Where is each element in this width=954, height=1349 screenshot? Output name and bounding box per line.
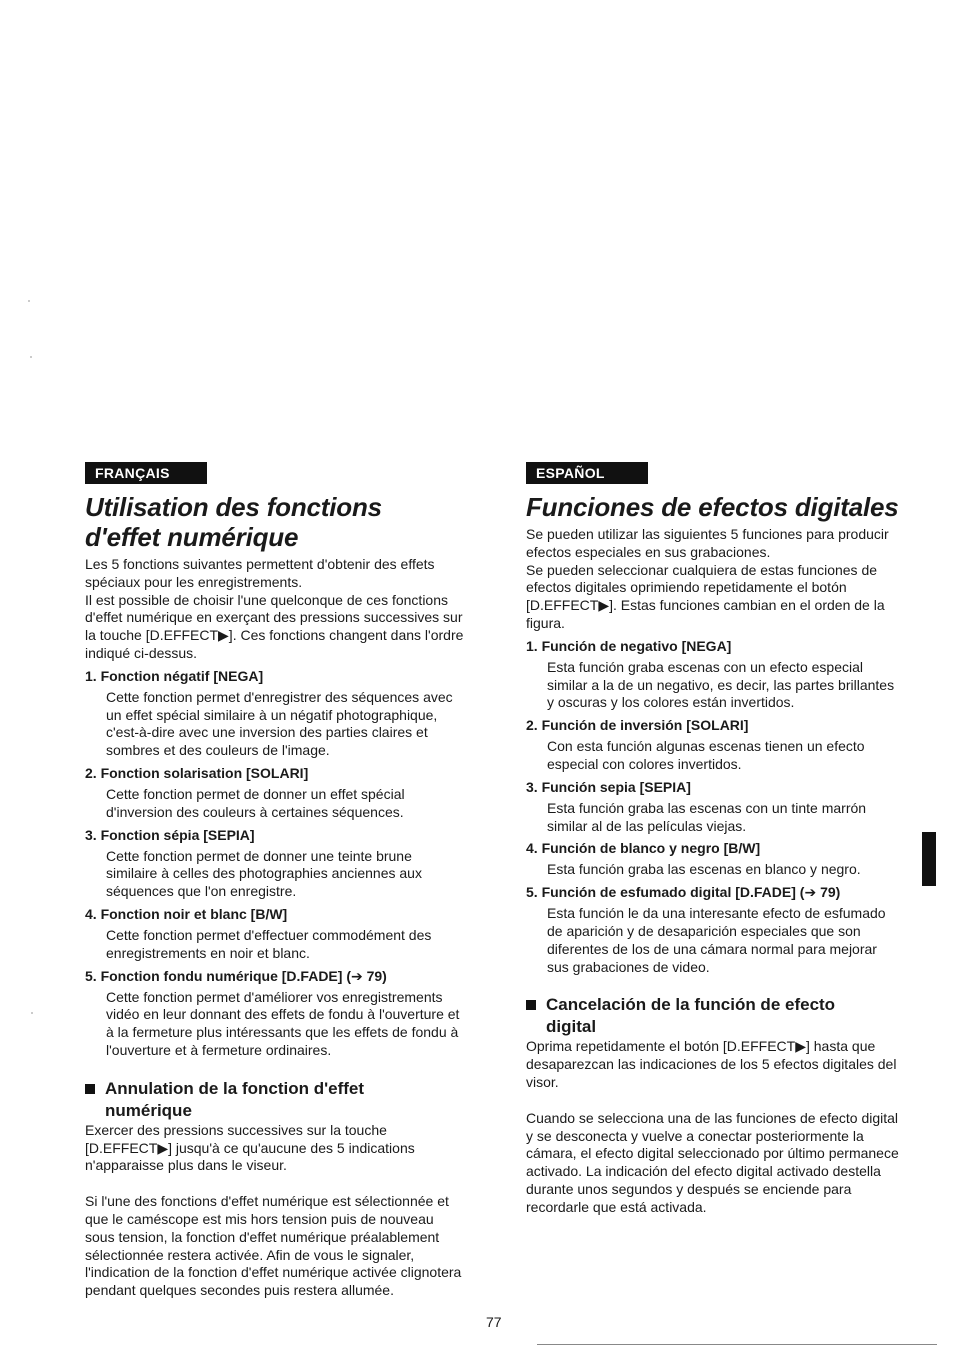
title-line-2: d'effet numérique <box>85 522 299 552</box>
cancel-paragraph-spanish: Oprima repetidamente el botón [D.EFFECT▶] hasta que desaparezcan las indicaciones de los 5 efectos digitales del visor. <box>526 1038 897 1090</box>
bullet-square-icon <box>85 1084 95 1094</box>
section-thumb-tab <box>922 832 936 886</box>
cancel-heading-line-2: numérique <box>105 1100 192 1120</box>
intro-paragraph-1: Se pueden utilizar las siguientes 5 funciones para producir efectos especiales en sus grabaciones. <box>526 526 889 560</box>
title-line-1: Utilisation des fonctions <box>85 492 382 522</box>
page-title-french <box>85 492 465 552</box>
function-heading-sepia: 3. Función sepia [SEPIA] <box>526 778 691 795</box>
language-tab-french: FRANÇAIS <box>85 462 207 484</box>
function-description-sepia: Cette fonction permet de donner une teinte brune similaire à celles des photographies anciennes aux séquences que l'on enregistre. <box>106 847 422 900</box>
cancel-section-heading-french <box>85 1078 465 1122</box>
function-description-sepia: Esta función graba las escenas con un tinte marrón similar al de las películas viejas. <box>547 799 867 834</box>
function-description-solari: Cette fonction permet de donner un effet spécial d'inversion des couleurs à certaines séquences. <box>106 785 405 820</box>
bullet-square-icon <box>526 1000 536 1010</box>
function-heading-solari: 2. Fonction solarisation [SOLARI] <box>85 764 309 781</box>
function-heading-dfade: 5. Función de esfumado digital [D.FADE] (➔ 79) <box>526 884 841 901</box>
scan-speck <box>28 300 30 302</box>
cancel-section-heading-spanish <box>526 994 901 1038</box>
cancel-heading-line-1: Cancelación de la función de efecto <box>546 995 836 1015</box>
intro-paragraph-2: Il est possible de choisir l'une quelconque de ces fonctions d'effet numérique en exerçant des pressions successives sur la touche [D.EFFECT▶]. Ces fonctions changent dans l'ordre indiqué ci-dessus. <box>85 591 464 661</box>
function-heading-dfade: 5. Fonction fondu numérique [D.FADE] (➔ 79) <box>85 967 387 984</box>
intro-paragraph-1: Les 5 fonctions suivantes permettent d'obtenir des effets spéciaux pour les enregistrements. <box>85 556 435 590</box>
function-heading-solari: 2. Función de inversión [SOLARI] <box>526 717 749 734</box>
page-title-spanish: Funciones de efectos digitales <box>526 492 899 522</box>
function-description-nega: Esta función graba escenas con un efecto especial similar a la de un negativo, es decir, las partes brillantes y oscuras y los colores están invertidos. <box>547 658 895 711</box>
function-heading-nega: 1. Fonction négatif [NEGA] <box>85 667 264 684</box>
function-description-bw: Esta función graba las escenas en blanco y negro. <box>547 861 861 878</box>
function-description-bw: Cette fonction permet d'effectuer commodément des enregistrements en noir et blanc. <box>106 926 432 961</box>
language-tab-spanish: ESPAÑOL <box>526 462 648 484</box>
scan-speck <box>30 356 32 358</box>
function-description-dfade: Cette fonction permet d'améliorer vos enregistrements vidéo en leur donnant des effets de fondu à l'ouverture et à la fermeture plus intéressants que les effets de fondu à l'ouverture et à fermeture ordinaires. <box>106 988 460 1058</box>
function-heading-sepia: 3. Fonction sépia [SEPIA] <box>85 826 255 843</box>
spanish-column <box>526 462 901 1217</box>
scan-speck <box>31 1012 33 1014</box>
page-number: 77 <box>486 1314 502 1330</box>
function-heading-bw: 4. Fonction noir et blanc [B/W] <box>85 905 288 922</box>
cancel-heading-line-2: digital <box>546 1017 597 1037</box>
function-description-nega: Cette fonction permet d'enregistrer des séquences avec un effet spécial similaire à un négatif photographique, c'est-à-dire avec une inversion des parties claires et sombres et des couleurs de l'image. <box>106 688 453 759</box>
french-column <box>85 462 465 1300</box>
bottom-rule <box>537 1344 937 1345</box>
function-description-solari: Con esta función algunas escenas tienen un efecto especial con colores invertidos. <box>547 738 865 772</box>
intro-paragraph-2: Se pueden seleccionar cualquiera de estas funciones de efectos digitales oprimiendo repetidamente el botón [D.EFFECT▶]. Estas funciones cambian en el orden de la figura. <box>526 561 885 631</box>
cancel-heading-line-1: Annulation de la fonction d'effet <box>105 1078 365 1098</box>
function-heading-bw: 4. Función de blanco y negro [B/W] <box>526 840 761 857</box>
function-description-dfade: Esta función le da una interesante efecto de esfumado de aparición y de desaparición especiales que son diferentes de los de una cámara normal para mejorar sus grabaciones de video. <box>547 905 886 975</box>
cancel-paragraph-french: Exercer des pressions successives sur la touche [D.EFFECT▶] jusqu'à ce qu'aucune des 5 indications n'apparaisse plus dans le viseur. <box>85 1121 415 1174</box>
note-paragraph-french: Si l'une des fonctions d'effet numérique est sélectionnée et que le caméscope est mis hors tension puis de nouveau sous tension, la fonction d'effet numérique préalablement sélectionnée restera activée. Afin de vous le signaler, l'indication de la fonction d'effet numérique activée clignotera pendant quelques secondes puis restera allumée. <box>85 1193 462 1299</box>
function-heading-nega: 1. Función de negativo [NEGA] <box>526 637 732 654</box>
note-paragraph-spanish: Cuando se selecciona una de las funciones de efecto digital y se desconecta y vuelve a conectar posteriormente la cámara, el efecto digital seleccionado por último permanece activado. La indicación del efecto digital activado destella durante unos segundos y después se enciende para recordarle que está activada. <box>526 1109 899 1215</box>
